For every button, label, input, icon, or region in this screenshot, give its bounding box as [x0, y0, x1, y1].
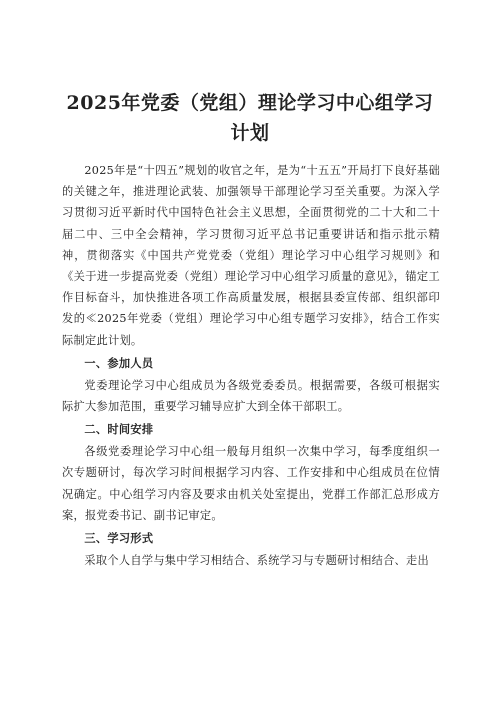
- section-text-participants: 党委理论学习中心组成员为各级党委委员。根据需要，各级可根据实际扩大参加范围，重要学习辅导应扩大到全体干部职工。: [62, 378, 440, 414]
- document-title: 2025年党委（党组）理论学习中心组学习计划: [66, 92, 434, 144]
- section-text-format: 采取个人自学与集中学习相结合、系统学习与专题研讨相结合、走出: [84, 554, 430, 568]
- intro-paragraph: 2025年是“十四五”规划的收官之年，是为“十五五”开局打下良好基础的关键之年，推进理论武装、加强领导干部理论学习至关重要。为深入学习贯彻习近平新时代中国特色社会主义思想，全面贯彻党的二十大和二十届二中、三中全会精神，学习贯彻习近平总书记重要讲话和指示批示精神，贯彻落实《中国共产党党委（党组）理论学习中心组学习规则》和《关于进一步提高党委（党组）理论学习中心组学习质量的意见》，锚定工作目标奋斗，加快推进各项工作高质量发展，根据县委宣传部、组织部印发的≪2025年党委（党组）理论学习中心组专题学习安排》，结合工作实际制定此计划。: [62, 164, 440, 347]
- section-heading-participants: 一、参加人员: [84, 355, 154, 370]
- section-heading-schedule: 二、时间安排: [84, 422, 154, 437]
- section-text-schedule: 各级党委理论学习中心组一般每月组织一次集中学习，每季度组织一次专题研讨，每次学习时间根据学习内容、工作安排和中心组成员在位情况确定。中心组学习内容及要求由机关处室提出，党群工作部汇总形成方案，报党委书记、副书记审定。: [62, 445, 440, 522]
- section-heading-format: 三、学习形式: [84, 531, 154, 546]
- document-body: [62, 160, 440, 571]
